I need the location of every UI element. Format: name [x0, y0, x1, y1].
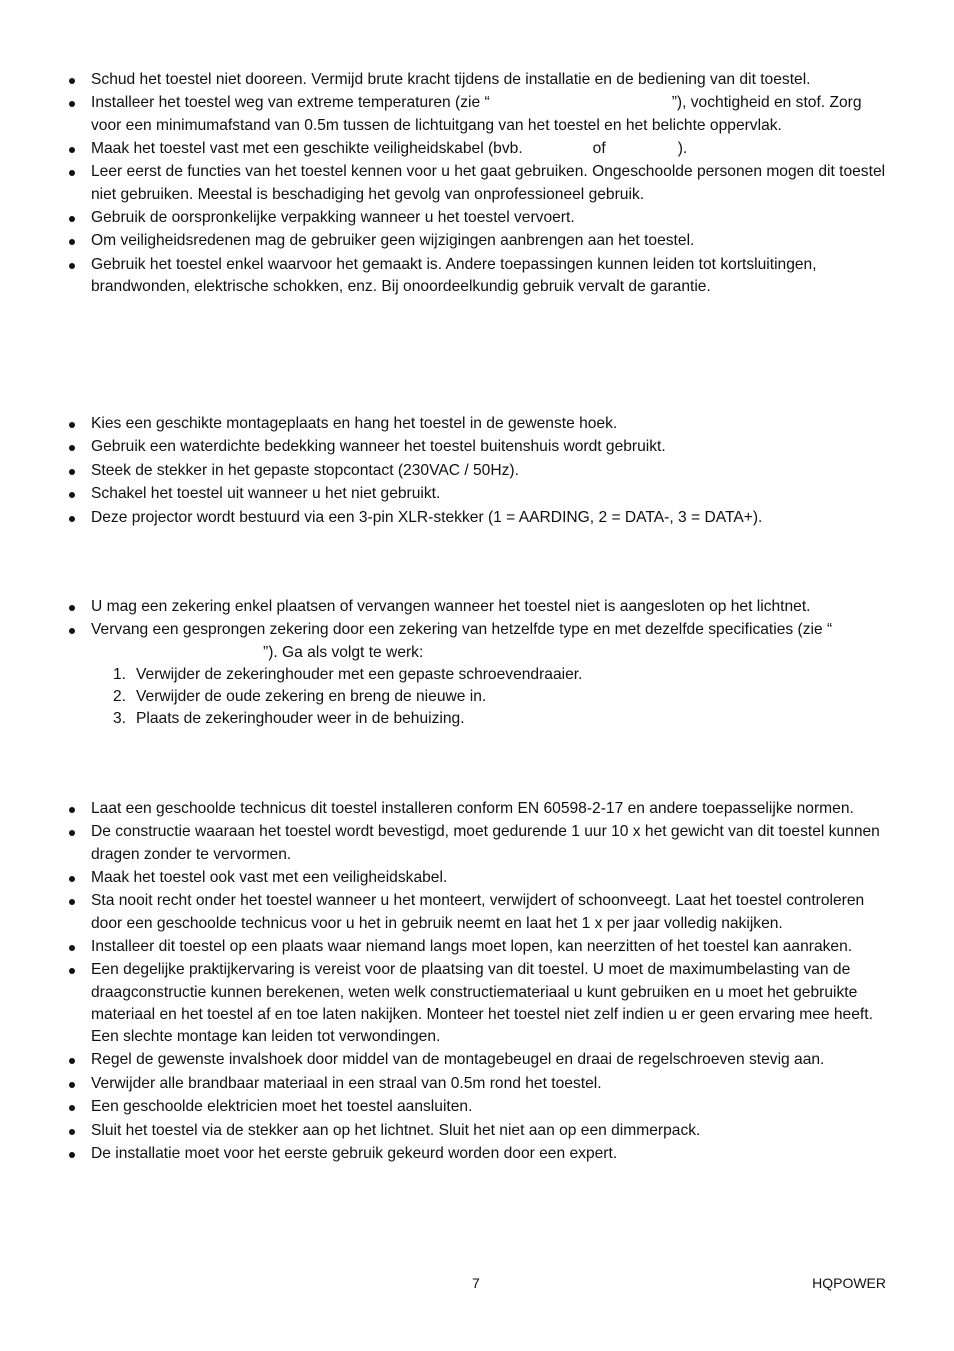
fuse-instructions-list	[66, 596, 896, 732]
list-item: De installatie moet voor het eerste gebruik gekeurd worden door een expert.	[66, 1143, 896, 1165]
bullet-icon	[69, 147, 75, 153]
bullet-icon	[69, 1058, 75, 1064]
bullet-icon	[69, 516, 75, 522]
bullet-icon	[69, 899, 75, 905]
list-item: Kies een geschikte montageplaats en hang het toestel in de gewenste hoek.	[66, 413, 896, 435]
list-item: Verwijder alle brandbaar materiaal in een straal van 0.5m rond het toestel.	[66, 1073, 896, 1095]
bullet-icon	[69, 968, 75, 974]
usage-instructions-list	[66, 413, 896, 530]
list-item: Maak het toestel ook vast met een veiligheidskabel.	[66, 867, 896, 889]
footer-brand: HQPOWER	[812, 1275, 886, 1291]
step-item: 2. Verwijder de oude zekering en breng de nieuwe in.	[113, 688, 487, 705]
bullet-icon	[69, 1105, 75, 1111]
list-item: Gebruik de oorspronkelijke verpakking wanneer u het toestel vervoert.	[66, 207, 896, 229]
list-item: Maak het toestel vast met een geschikte veiligheidskabel (bvb. of ).	[66, 138, 896, 160]
bullet-icon	[69, 1082, 75, 1088]
bullet-icon	[69, 445, 75, 451]
list-item: Steek de stekker in het gepaste stopcontact (230VAC / 50Hz).	[66, 460, 896, 482]
bullet-icon	[69, 1129, 75, 1135]
bullet-icon	[69, 605, 75, 611]
bullet-icon	[69, 216, 75, 222]
list-item: Een geschoolde elektricien moet het toestel aansluiten.	[66, 1096, 896, 1118]
list-item: Schakel het toestel uit wanneer u het niet gebruikt.	[66, 483, 896, 505]
step-item: 3. Plaats de zekeringhouder weer in de behuizing.	[113, 710, 465, 728]
bullet-icon	[69, 170, 75, 176]
bullet-icon	[69, 239, 75, 245]
bullet-icon	[69, 1152, 75, 1158]
list-item: U mag een zekering enkel plaatsen of vervangen wanneer het toestel niet is aangesloten op het lichtnet.	[66, 596, 896, 618]
installation-instructions-list	[66, 798, 896, 1166]
list-item: Laat een geschoolde technicus dit toestel installeren conform EN 60598-2-17 en andere toepasselijke normen.	[66, 798, 896, 820]
list-item: Installeer dit toestel op een plaats waar niemand langs moet lopen, kan neerzitten of het toestel kan aanraken.	[66, 936, 896, 958]
list-item: Regel de gewenste invalshoek door middel van de montagebeugel en draai de regelschroeven stevig aan.	[66, 1049, 896, 1071]
bullet-icon	[69, 78, 75, 84]
list-item: Leer eerst de functies van het toestel kennen voor u het gaat gebruiken. Ongeschoolde personen mogen dit toestel niet gebruiken. Meestal is beschadiging het gevolg van onprofessioneel gebruik.	[66, 161, 896, 205]
list-item: Gebruik het toestel enkel waarvoor het gemaakt is. Andere toepassingen kunnen leiden tot kortsluitingen, brandwonden, elektrische schokken, enz. Bij onoordeelkundig gebruik vervalt de garantie.	[66, 254, 896, 298]
bullet-icon	[69, 422, 75, 428]
list-item: Sluit het toestel via de stekker aan op het lichtnet. Sluit het niet aan op een dimmerpack.	[66, 1120, 896, 1142]
bullet-icon	[69, 876, 75, 882]
list-item: Installeer het toestel weg van extreme temperaturen (zie “ ”), vochtigheid en stof. Zorg voor een minimumafstand van 0.5m tussen de lichtuitgang van het toestel en het belichte oppervlak.	[66, 92, 896, 136]
list-item: Een degelijke praktijkervaring is vereist voor de plaatsing van dit toestel. U moet de maximumbelasting van de draagconstructie kunnen berekenen, weten welk constructiemateriaal u kunt gebruiken en u moet het gebruikte materiaal en het toestel af en toe laten nakijken. Monteer het toestel niet zelf indien u er geen ervaring mee heeft. Een slechte montage kan leiden tot verwondingen.	[66, 959, 896, 1048]
list-item: Om veiligheidsredenen mag de gebruiker geen wijzigingen aanbrengen aan het toestel.	[66, 230, 896, 252]
list-item: Schud het toestel niet dooreen. Vermijd brute kracht tijdens de installatie en de bediening van dit toestel.	[66, 69, 896, 91]
bullet-icon	[69, 263, 75, 269]
safety-instructions-list	[66, 69, 896, 299]
list-item: Sta nooit recht onder het toestel wanneer u het monteert, verwijdert of schoonveegt. Laat het toestel controleren door een geschoolde technicus voor u het in gebruik neemt en laat het 1 x per jaar volledig nakijken.	[66, 890, 896, 934]
step-item: 1. Verwijder de zekeringhouder met een gepaste schroevendraaier.	[113, 665, 583, 683]
list-item: Vervang een gesprongen zekering door een zekering van hetzelfde type en met dezelfde specificaties (zie “”). Ga als volgt te werk: 1. Verwijder de zekeringhouder met een gepaste schroevendraaier. 2. Verwijder de oude zekering en breng de nieuwe in. 3. Plaats de zekeringhouder weer in de behuizing.	[66, 619, 896, 730]
bullet-icon	[69, 945, 75, 951]
list-item: Gebruik een waterdichte bedekking wanneer het toestel buitenshuis wordt gebruikt.	[66, 436, 896, 458]
fuse-steps-list	[91, 664, 896, 731]
bullet-icon	[69, 807, 75, 813]
page-number: 7	[472, 1275, 480, 1291]
bullet-icon	[69, 830, 75, 836]
bullet-icon	[69, 469, 75, 475]
list-item: De constructie waaraan het toestel wordt bevestigd, moet gedurende 1 uur 10 x het gewicht van dit toestel kunnen dragen zonder te vervormen.	[66, 821, 896, 865]
bullet-icon	[69, 101, 75, 107]
list-item: Deze projector wordt bestuurd via een 3-pin XLR-stekker (1 = AARDING, 2 = DATA-, 3 = DATA+).	[66, 507, 896, 529]
bullet-icon	[69, 628, 75, 634]
bullet-icon	[69, 492, 75, 498]
